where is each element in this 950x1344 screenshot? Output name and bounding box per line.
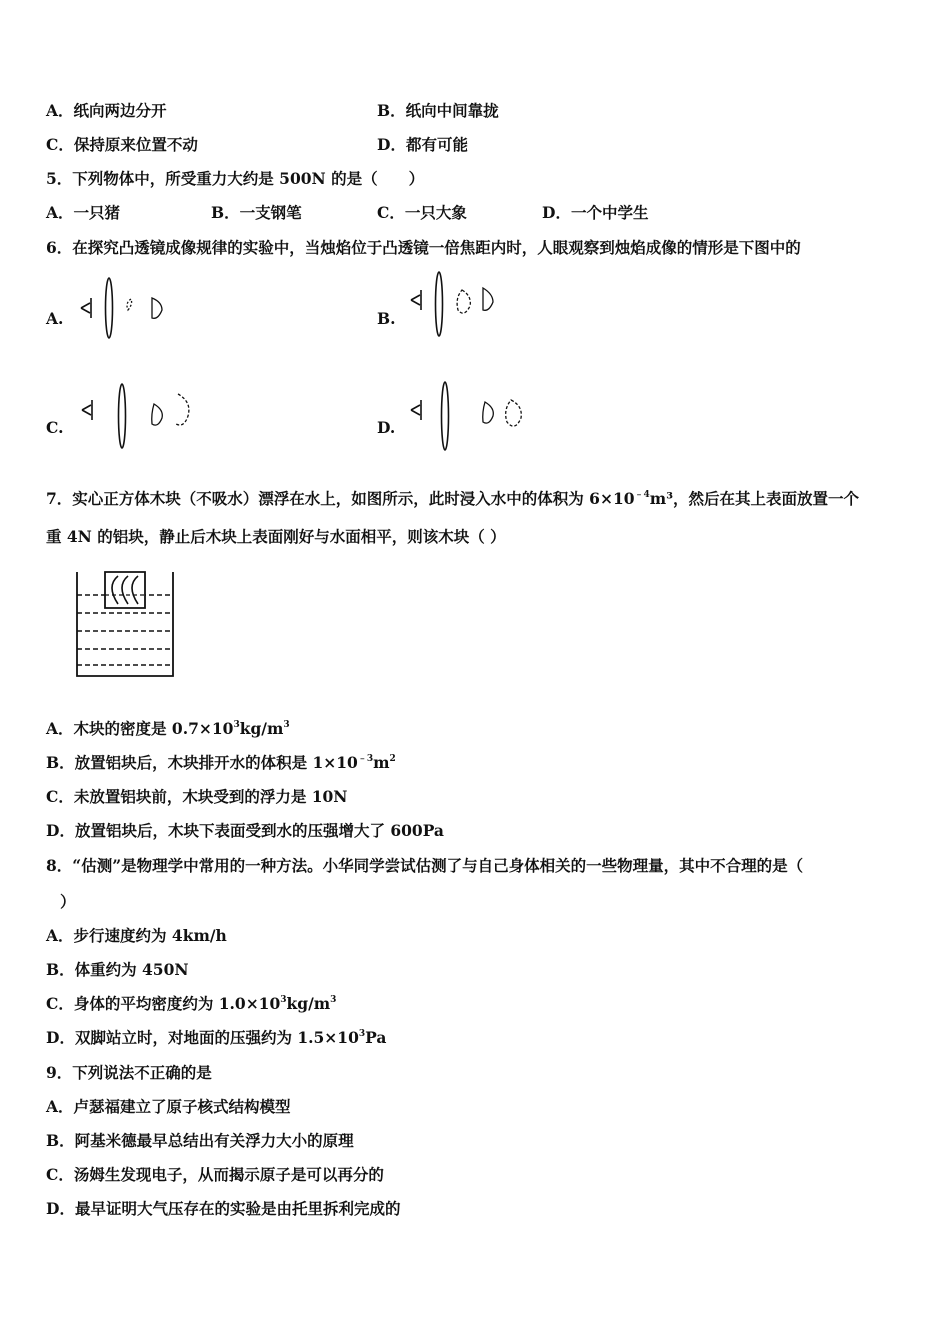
q6-label-c: C. bbox=[46, 418, 64, 437]
q9-option-c: C．汤姆生发现电子，从而揭示原子是可以再分的 bbox=[46, 1165, 384, 1184]
q7-stem-line1: 7．实心正方体木块（不吸水）漂浮在水上，如图所示，此时浸入水中的体积为 $6\times 10^{﹣4}m^3$，然后在其上表面放置一个 bbox=[46, 489, 859, 508]
q4-option-d: D．都有可能 bbox=[377, 135, 468, 154]
q8-stem-line2: ） bbox=[60, 892, 76, 911]
q6-label-b: B. bbox=[377, 309, 396, 328]
q6-label-a: A. bbox=[46, 309, 64, 328]
q7-option-c: C．未放置铝块前，木块受到的浮力是 10N bbox=[46, 787, 348, 806]
q6-figure-a bbox=[76, 276, 176, 346]
q4-option-a: A．纸向两边分开 bbox=[46, 101, 167, 120]
q9-stem: 9．下列说法不正确的是 bbox=[46, 1063, 212, 1082]
q6-label-d: D. bbox=[377, 418, 396, 437]
q9-option-a: A．卢瑟福建立了原子核式结构模型 bbox=[46, 1097, 291, 1116]
q7-beaker-figure bbox=[72, 568, 178, 680]
q9-option-b: B．阿基米德最早总结出有关浮力大小的原理 bbox=[46, 1131, 354, 1150]
q4-option-b: B．纸向中间靠拢 bbox=[377, 101, 499, 120]
q8-option-d: D．双脚站立时，对地面的压强约为 $1.5\times 10^3Pa$ bbox=[46, 1028, 387, 1047]
candle-eye-icon bbox=[411, 400, 421, 420]
q7-stem-line2: 重 4N 的铝块，静止后木块上表面刚好与水面相平，则该木块（ ） bbox=[46, 527, 506, 546]
convex-lens-icon bbox=[106, 278, 113, 338]
q5-option-b: B．一支钢笔 bbox=[211, 203, 302, 222]
q4-option-c: C．保持原来位置不动 bbox=[46, 135, 198, 154]
q8-stem-line1: 8．“估测”是物理学中常用的一种方法。小华同学尝试估测了与自己身体相关的一些物理量，其中不合理的是（ bbox=[46, 856, 804, 875]
candle-eye-icon bbox=[411, 290, 421, 310]
q6-figure-c bbox=[76, 380, 196, 452]
wooden-block-icon bbox=[105, 572, 145, 608]
q6-figure-b bbox=[407, 270, 507, 342]
candle-eye-icon bbox=[81, 298, 91, 318]
q8-option-c: C．身体的平均密度约为 $1.0\times 10^3kg/m^3$ bbox=[46, 994, 337, 1013]
flame-image-icon bbox=[483, 400, 522, 426]
q6-figure-d bbox=[407, 376, 537, 452]
q5-option-c: C．一只大象 bbox=[377, 203, 467, 222]
candle-eye-icon bbox=[82, 400, 92, 420]
q5-option-d: D．一个中学生 bbox=[542, 203, 649, 222]
convex-lens-icon bbox=[442, 382, 449, 450]
q6-stem: 6．在探究凸透镜成像规律的实验中，当烛焰位于凸透镜一倍焦距内时，人眼观察到烛焰成像的情形是下图中的 bbox=[46, 238, 801, 257]
q7-option-d: D．放置铝块后，木块下表面受到水的压强增大了 600Pa bbox=[46, 821, 444, 840]
q7-option-a: A．木块的密度是 $0.7\times 10^3kg/m^3$ bbox=[46, 719, 290, 738]
q5-option-a: A．一只猪 bbox=[46, 203, 121, 222]
flame-image-icon bbox=[127, 298, 162, 318]
q8-option-b: B．体重约为 450N bbox=[46, 960, 189, 979]
q8-option-a: A．步行速度约为 4km/h bbox=[46, 926, 227, 945]
q9-option-d: D．最早证明大气压存在的实验是由托里拆利完成的 bbox=[46, 1199, 401, 1218]
convex-lens-icon bbox=[436, 272, 443, 336]
flame-image-icon bbox=[457, 288, 493, 313]
convex-lens-icon bbox=[119, 384, 126, 448]
q5-stem: 5．下列物体中，所受重力大约是 500N 的是（ ） bbox=[46, 169, 425, 188]
flame-image-icon bbox=[152, 394, 189, 425]
q7-option-b: B．放置铝块后，木块排开水的体积是 $1\times 10^{﹣3}m^2$ bbox=[46, 753, 396, 772]
